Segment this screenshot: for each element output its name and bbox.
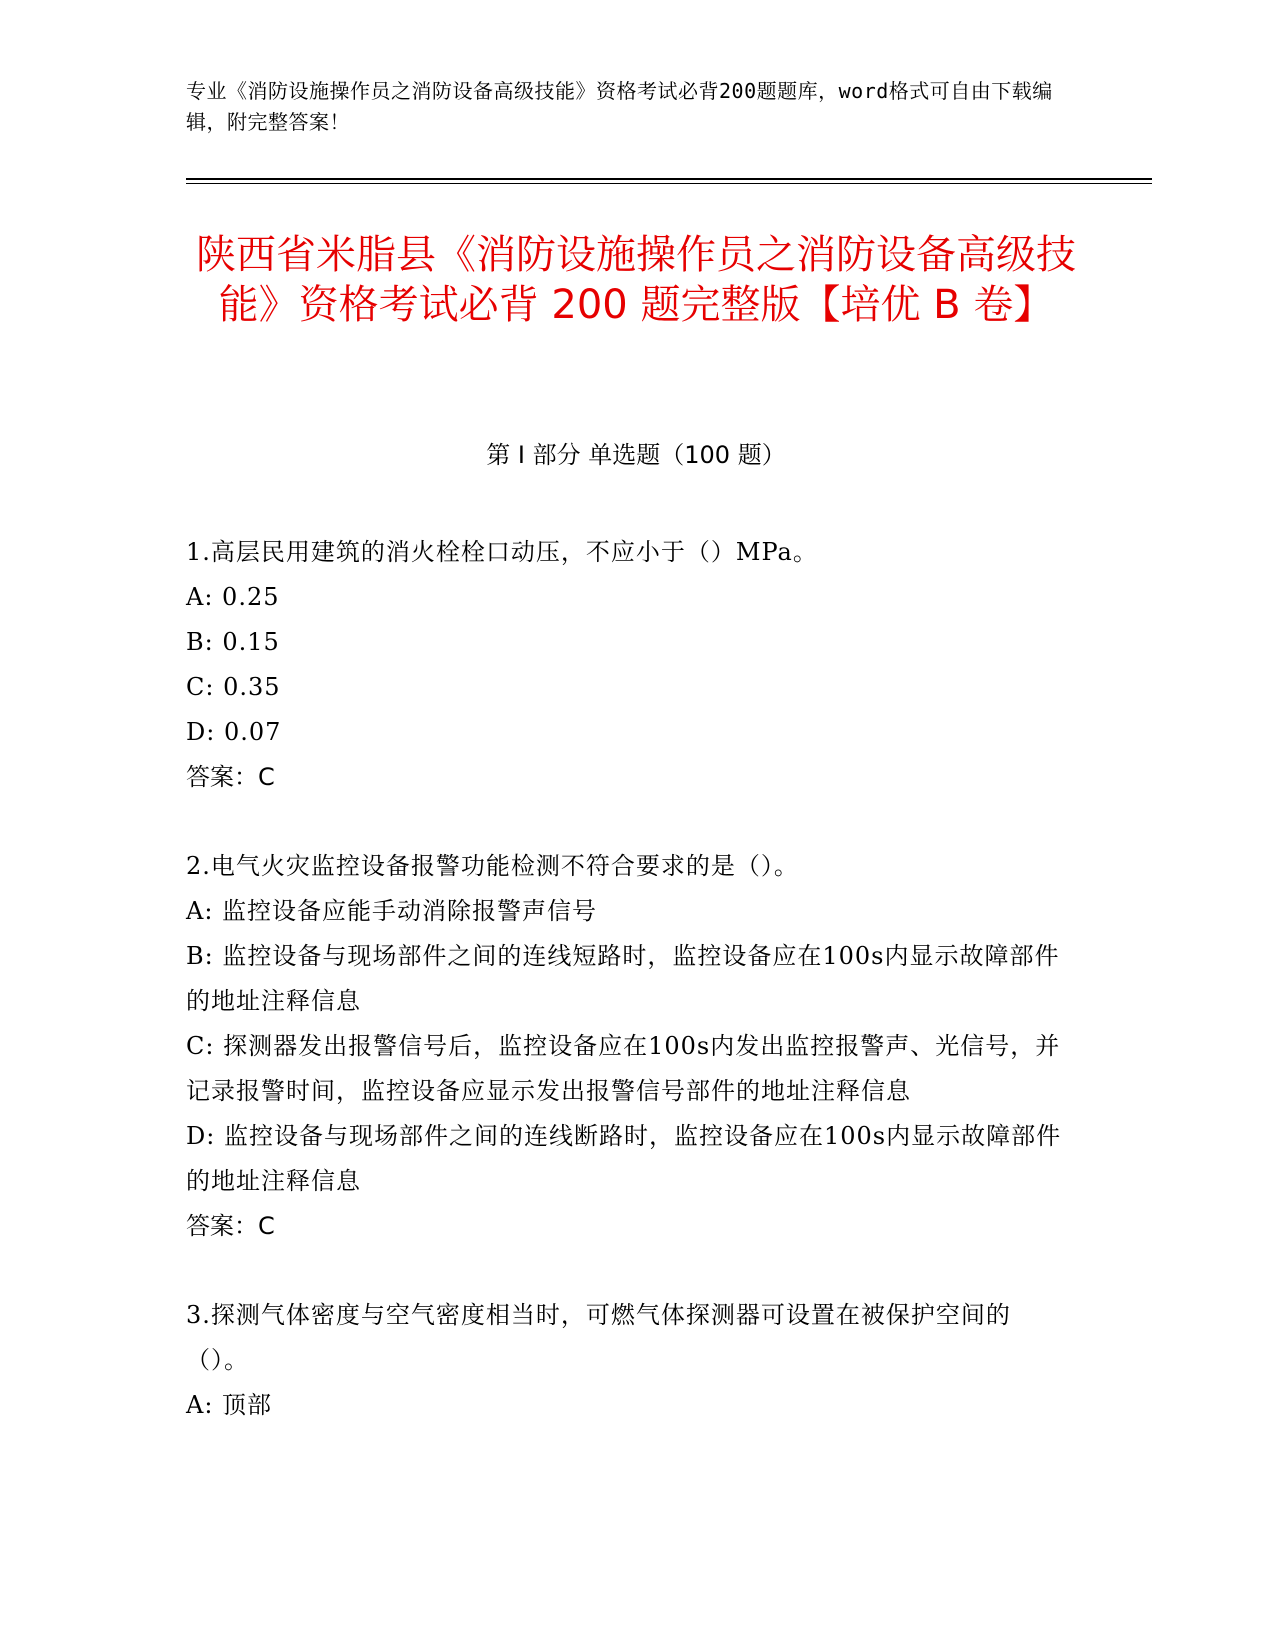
answer: 答案：C <box>186 763 275 791</box>
document-title: 陕西省米脂县《消防设施操作员之消防设备高级技能》资格考试必背 200 题完整版【培优 B 卷】 <box>196 232 1076 328</box>
question-stem: 3.探测气体密度与空气密度相当时，可燃气体探测器可设置在被保护空间的（）。 <box>186 1301 1011 1374</box>
option-a: A: 0.25 <box>186 583 280 611</box>
option-d: D: 监控设备与现场部件之间的连线断路时，监控设备应在100s内显示故障部件的地址注释信息 <box>186 1122 1062 1195</box>
option-d: D: 0.07 <box>186 718 282 746</box>
question-3 <box>186 1293 1066 1428</box>
question-stem: 1.高层民用建筑的消火栓栓口动压，不应小于（）MPa。 <box>186 538 818 566</box>
question-list <box>186 530 1066 1472</box>
section-title: 第 I 部分 单选题（100 题） <box>486 441 786 469</box>
option-c: C: 0.35 <box>186 673 281 701</box>
question-2 <box>186 844 1066 1249</box>
option-b: B: 监控设备与现场部件之间的连线短路时，监控设备应在100s内显示故障部件的地址注释信息 <box>186 942 1060 1015</box>
option-b: B: 0.15 <box>186 628 280 656</box>
header-divider-thick <box>186 178 1152 180</box>
header-note: 专业《消防设施操作员之消防设备高级技能》资格考试必背200题题库，word格式可自由下载编辑，附完整答案！ <box>186 79 1053 134</box>
option-a: A: 监控设备应能手动消除报警声信号 <box>186 897 598 925</box>
answer: 答案：C <box>186 1212 275 1240</box>
question-1 <box>186 530 1066 800</box>
option-a: A: 顶部 <box>186 1391 273 1419</box>
header-divider-thin <box>186 183 1152 184</box>
question-stem: 2.电气火灾监控设备报警功能检测不符合要求的是（）。 <box>186 852 799 880</box>
option-c: C: 探测器发出报警信号后，监控设备应在100s内发出监控报警声、光信号，并记录报警时间，监控设备应显示发出报警信号部件的地址注释信息 <box>186 1032 1061 1105</box>
